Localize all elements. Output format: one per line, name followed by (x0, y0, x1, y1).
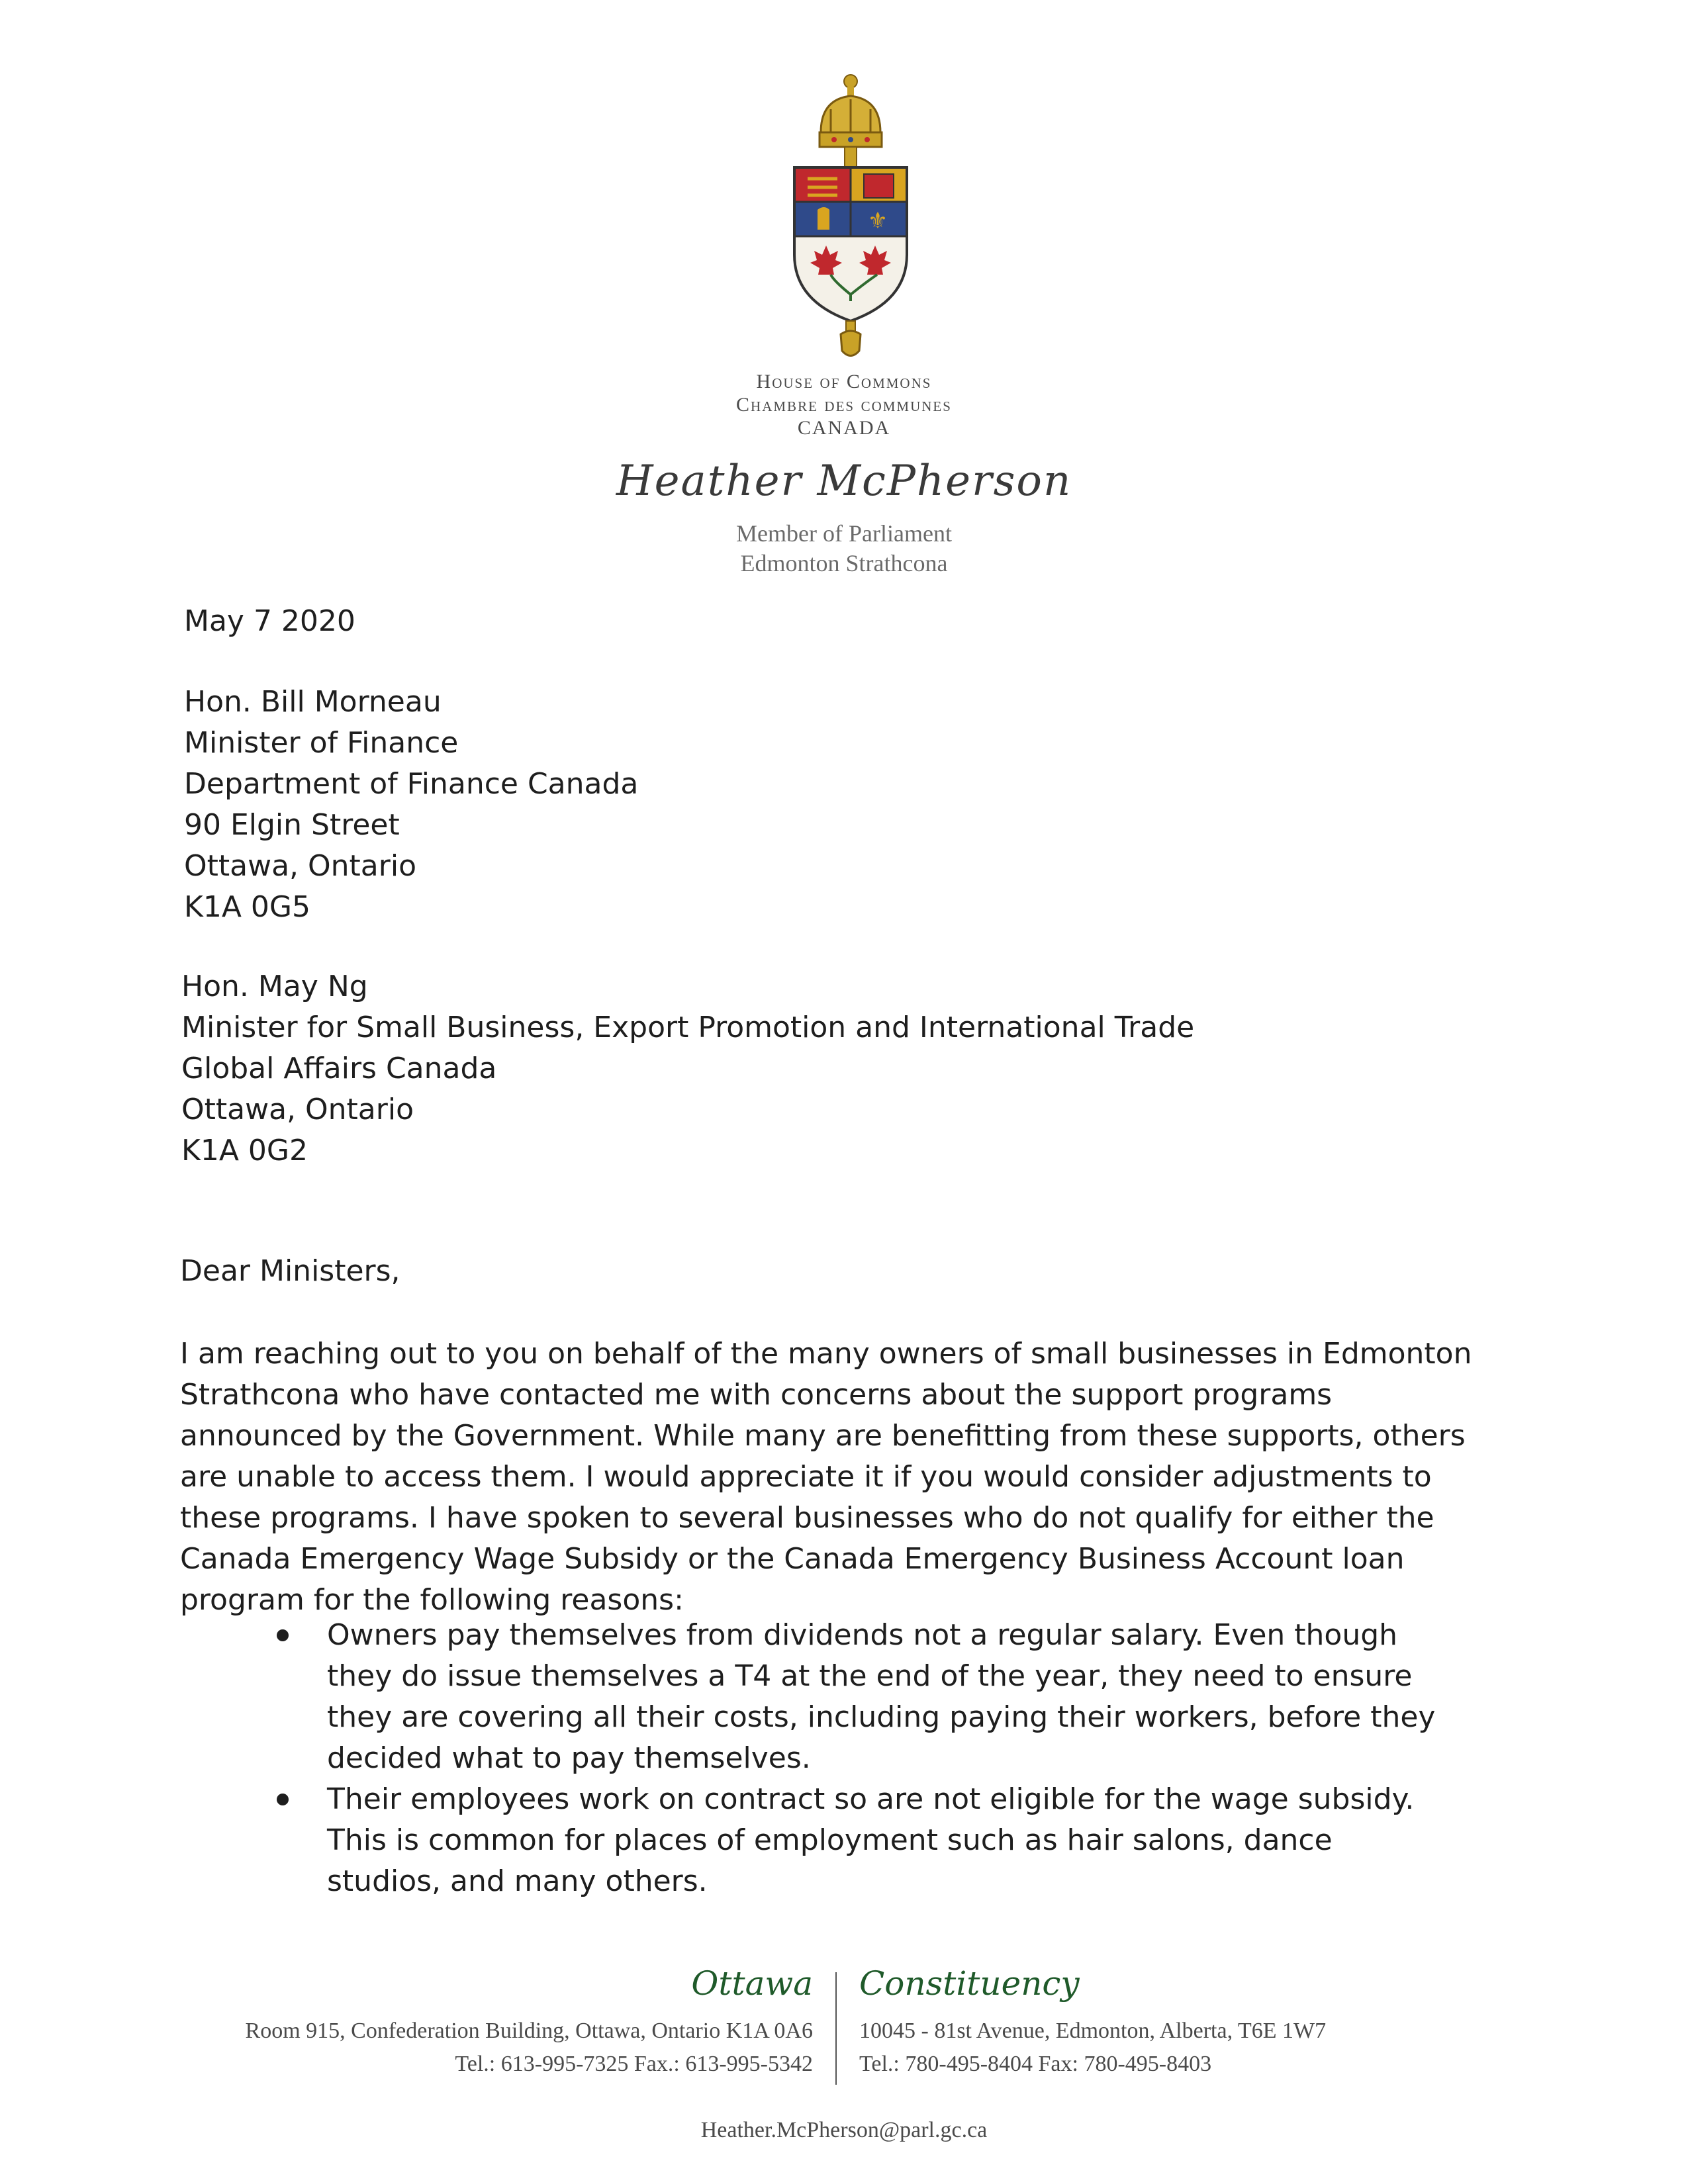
address-line: Minister of Finance (184, 726, 459, 760)
footer-email-link[interactable]: Heather.McPherson@parl.gc.ca (700, 2118, 988, 2142)
address-line: K1A 0G5 (184, 890, 311, 924)
footer-ottawa-phone: Tel.: 613-995-7325 Fax.: 613-995-5342 (455, 2052, 813, 2076)
footer-divider (835, 1972, 837, 2085)
address-line: Ottawa, Ontario (181, 1093, 414, 1126)
bullet-list (271, 1615, 1436, 1902)
mp-name-signature: Heather McPherson (616, 457, 1072, 506)
mp-title: Member of Parliament (736, 520, 952, 547)
svg-text:⚜: ⚜ (867, 208, 888, 234)
footer-ottawa-address: Room 915, Confederation Building, Ottawa, Ontario K1A 0A6 (245, 2019, 813, 2043)
letter-date: May 7 2020 (184, 604, 355, 638)
bullet-icon (277, 1794, 289, 1805)
list-item-text: Their employees work on contract so are not eligible for the wage subsidy. This is common for places of employment such as hair salons, dance studios, and many others. (327, 1782, 1415, 1898)
address-line: K1A 0G2 (181, 1134, 308, 1167)
house-of-commons-crest-logo (781, 69, 920, 361)
list-item (271, 1779, 1436, 1902)
mp-riding: Edmonton Strathcona (740, 550, 948, 576)
list-item-text: Owners pay themselves from dividends not a regular salary. Even though they do issue themselves a T4 at the end of the year, they need to ensure they are covering all their costs, including paying their workers, before they decided what to pay themselves. (327, 1618, 1436, 1775)
address-line: Hon. May Ng (181, 970, 368, 1003)
address-line: Minister for Small Business, Export Promotion and International Trade (181, 1011, 1195, 1044)
recipient-address-block (181, 966, 1194, 1171)
footer-constituency-heading: Constituency (859, 1964, 1080, 2003)
letterhead-institution-fr: Chambre des communes (736, 394, 952, 416)
letterhead-institution-en: House of Commons (756, 371, 932, 392)
list-item (271, 1615, 1436, 1779)
body-paragraph (180, 1334, 1497, 1621)
letterhead-country: CANADA (797, 417, 891, 439)
address-line: Global Affairs Canada (181, 1052, 497, 1085)
address-line: Department of Finance Canada (184, 767, 639, 801)
salutation: Dear Ministers, (180, 1254, 400, 1288)
paragraph-text: I am reaching out to you on behalf of the many owners of small businesses in Edmonton Strathcona who have contacted me with concerns about the support programs announced by the Government. While many are benefitting from these supports, others are unable to access them. I would appreciate it if you would consider adjustments to these programs. I have spoken to several businesses who do not qualify for either the Canada Emergency Wage Subsidy or the Canada Emergency Business Account loan program for the following reasons: (180, 1337, 1472, 1617)
address-line: Ottawa, Ontario (184, 849, 416, 883)
recipient-address-block (184, 682, 638, 928)
footer-constituency-phone: Tel.: 780-495-8404 Fax: 780-495-8403 (859, 2052, 1212, 2076)
bullet-icon (277, 1629, 289, 1641)
footer-constituency-address: 10045 - 81st Avenue, Edmonton, Alberta, T6E 1W7 (859, 2019, 1327, 2043)
address-line: 90 Elgin Street (184, 808, 400, 842)
address-line: Hon. Bill Morneau (184, 685, 442, 719)
footer-ottawa-heading: Ottawa (691, 1964, 813, 2003)
